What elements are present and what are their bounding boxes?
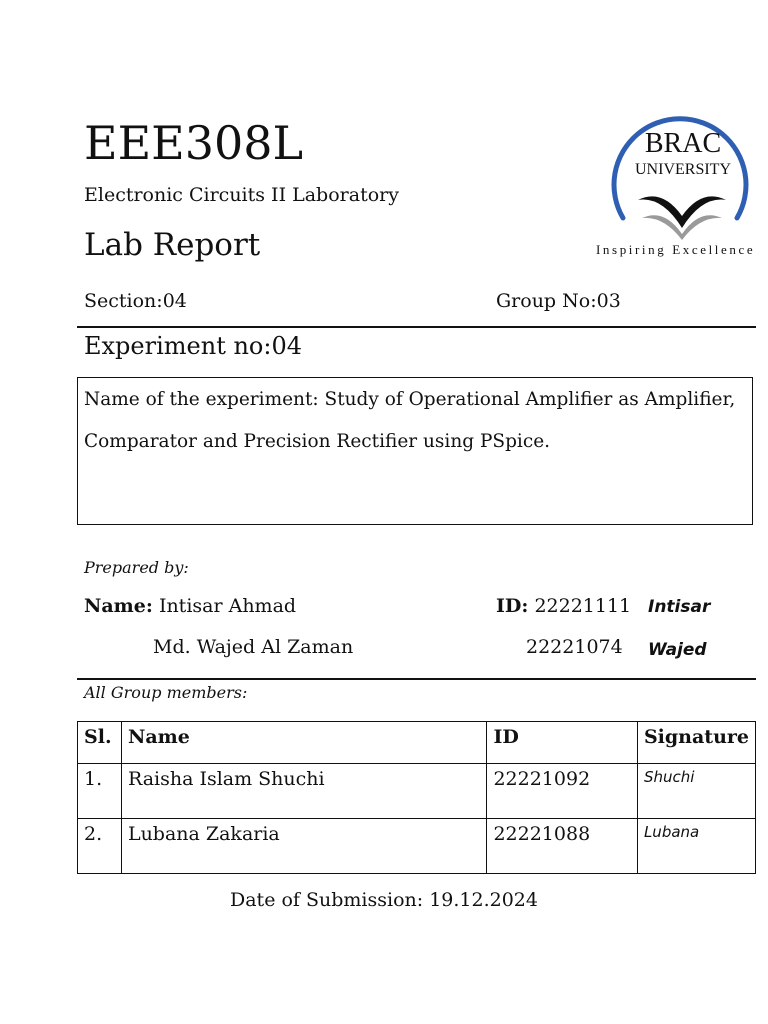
report-type: Lab Report <box>84 227 261 263</box>
preparer-signature-2: Wajed <box>648 640 707 660</box>
course-name: Electronic Circuits II Laboratory <box>84 184 399 206</box>
section-label: Section:04 <box>84 290 187 312</box>
table-header-row <box>78 722 756 764</box>
preparer-id-2: 22221074 <box>526 636 623 658</box>
experiment-number: Experiment no:04 <box>84 332 302 360</box>
submission-date <box>0 889 768 911</box>
member-signature: Shuchi <box>637 764 755 819</box>
member-sl: 2. <box>78 819 122 874</box>
divider-top <box>77 326 756 328</box>
member-name: Lubana Zakaria <box>121 819 487 874</box>
member-id: 22221092 <box>487 764 638 819</box>
experiment-name-label: Name of the experiment: <box>84 389 319 410</box>
logo-tagline: Inspiring Excellence <box>596 242 756 257</box>
submission-date-label: Date of Submission: 19.12.2024 <box>230 889 538 911</box>
university-logo <box>590 90 768 260</box>
logo-university-text: UNIVERSITY <box>635 161 731 178</box>
preparer-signature-1: Intisar <box>648 597 711 617</box>
name-label-wrap <box>84 595 296 617</box>
group-members-table <box>77 721 756 874</box>
experiment-name-line2: Comparator and Precision Rectifier using PSpice. <box>84 431 551 452</box>
preparer-id-1: 22221111 <box>534 595 632 617</box>
column-header-sl: Sl. <box>78 722 122 764</box>
logo-chevron-dark-icon <box>638 196 726 228</box>
column-header-signature: Signature <box>637 722 755 764</box>
member-id: 22221088 <box>487 819 638 874</box>
column-header-name: Name <box>121 722 487 764</box>
preparer-name-2: Md. Wajed Al Zaman <box>153 636 354 658</box>
course-code: EEE308L <box>84 116 304 170</box>
group-members-heading: All Group members: <box>84 683 248 702</box>
experiment-name <box>84 379 752 463</box>
table-row <box>78 764 756 819</box>
column-header-id: ID <box>487 722 638 764</box>
name-label: Name: <box>84 595 153 617</box>
member-signature: Lubana <box>637 819 755 874</box>
prepared-by-heading: Prepared by: <box>84 558 189 577</box>
experiment-name-line1: Study of Operational Amplifier as Amplifier, <box>318 389 736 410</box>
group-label: Group No:03 <box>496 290 621 312</box>
id-label-wrap <box>496 595 631 617</box>
table-row <box>78 819 756 874</box>
divider-members <box>77 678 756 680</box>
member-name: Raisha Islam Shuchi <box>121 764 487 819</box>
logo-brac-text: BRAC <box>644 128 722 159</box>
preparer-name-1: Intisar Ahmad <box>158 595 297 617</box>
member-sl: 1. <box>78 764 122 819</box>
id-label: ID: <box>496 595 529 617</box>
